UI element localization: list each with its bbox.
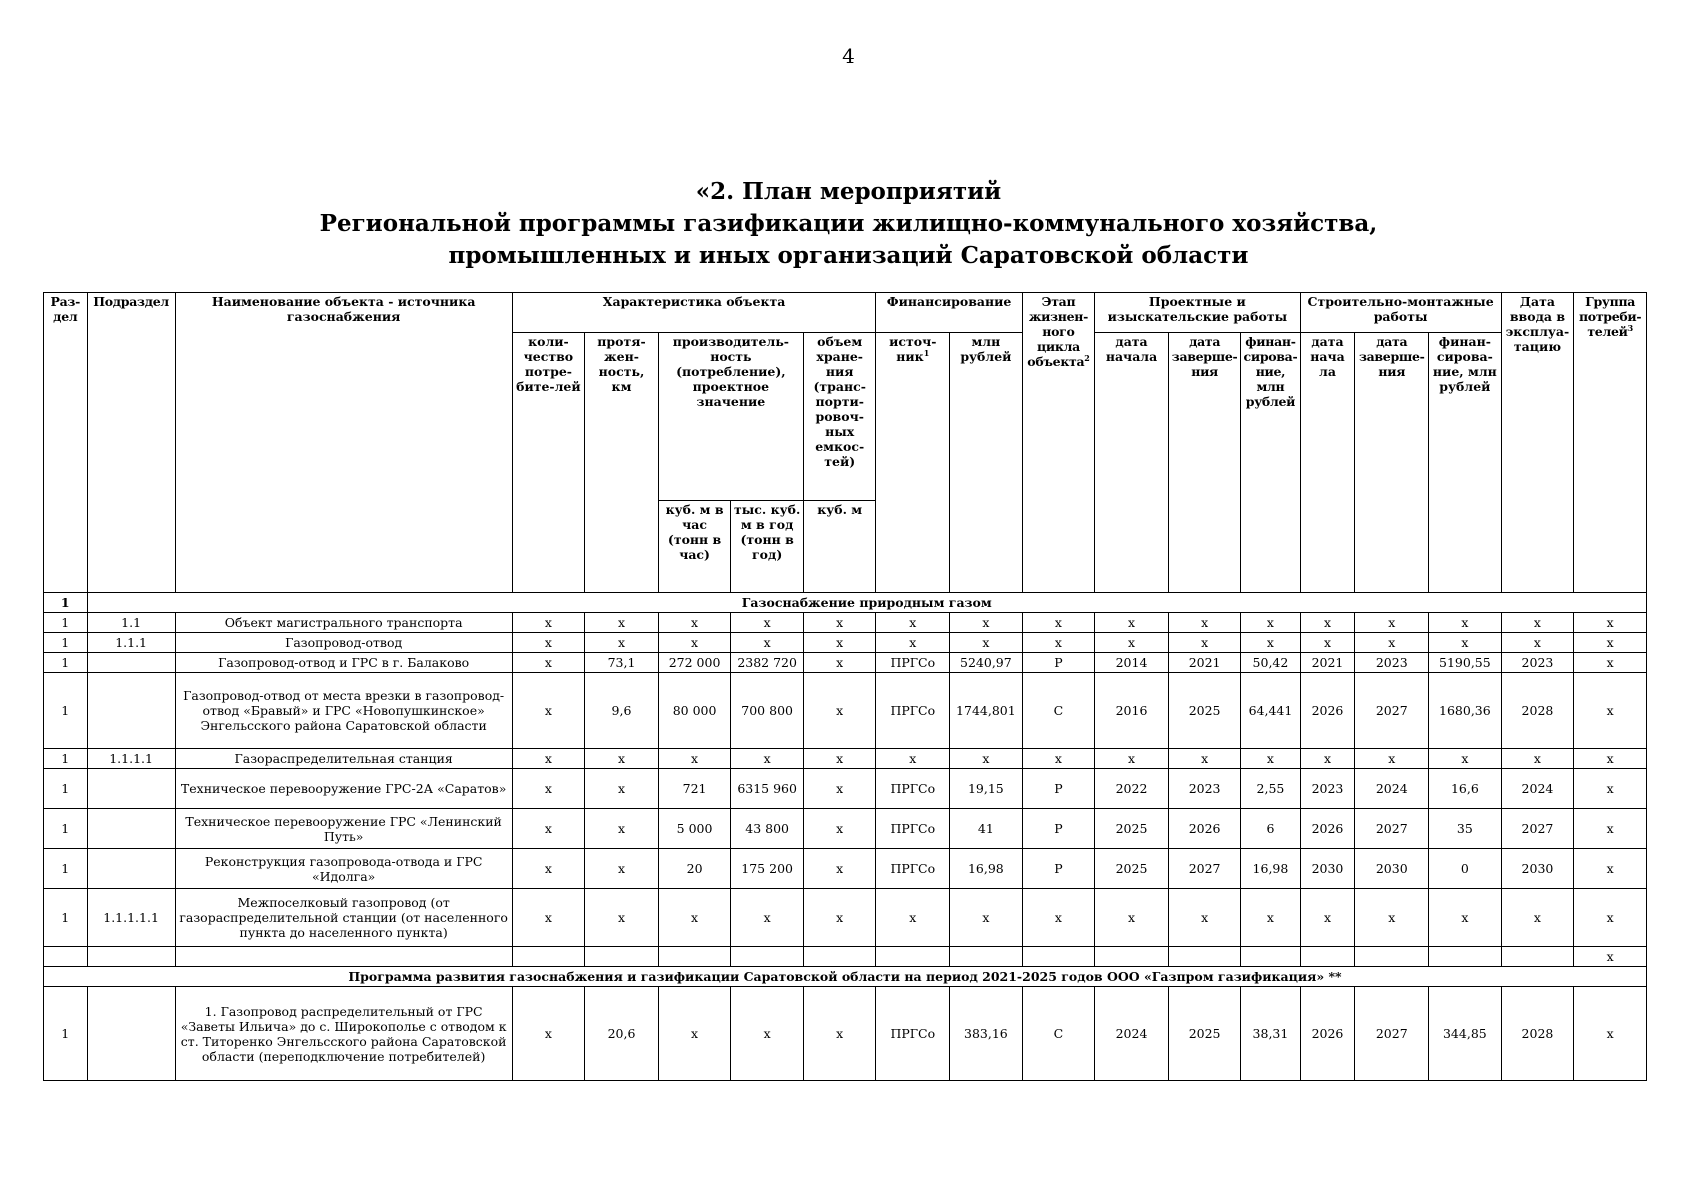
col-razdel: Раз-дел (44, 293, 88, 593)
cell-per-year: 175 200 (731, 849, 804, 889)
cell-c-end (1355, 947, 1429, 967)
cell-s-start: x (1095, 613, 1169, 633)
cell-podrazdel: 1.1.1.1.1 (87, 889, 175, 947)
cell-length: 20,6 (585, 987, 659, 1081)
cell-per-hour: 5 000 (658, 809, 731, 849)
cell-s-fin: 2,55 (1241, 769, 1300, 809)
cell-name: Техническое перевооружение ГРС «Ленинский Путь» (175, 809, 512, 849)
col-construction: Строительно-монтажные работы (1300, 293, 1501, 333)
cell-s-fin: 38,31 (1241, 987, 1300, 1081)
section-razdel: 1 (44, 593, 88, 613)
col-stage (1022, 293, 1095, 593)
cell-per-year: x (731, 987, 804, 1081)
cell-podrazdel (87, 673, 175, 749)
col-unit-year: тыс. куб. м в год (тонн в год) (731, 501, 804, 593)
cell-c-fin: x (1429, 889, 1502, 947)
cell-per-year: 6315 960 (731, 769, 804, 809)
page-number: 4 (842, 44, 855, 68)
cell-storage: x (803, 987, 876, 1081)
col-source-label: источ-ник (889, 334, 937, 364)
cell-s-end: 2025 (1168, 987, 1241, 1081)
cell-source: ПРГСо (876, 849, 950, 889)
cell-stage: С (1022, 987, 1095, 1081)
cell-name: Газораспределительная станция (175, 749, 512, 769)
cell-s-end: 2025 (1168, 673, 1241, 749)
cell-s-fin: x (1241, 633, 1300, 653)
cell-c-fin: 35 (1429, 809, 1502, 849)
cell-razdel: 1 (44, 653, 88, 673)
cell-razdel: 1 (44, 613, 88, 633)
cell-c-start: x (1300, 613, 1355, 633)
col-commission-date: Дата ввода в эксплуа-тацию (1501, 293, 1574, 593)
cell-name: Техническое перевооружение ГРС-2А «Саратов» (175, 769, 512, 809)
cell-length: x (585, 769, 659, 809)
cell-s-start: 2014 (1095, 653, 1169, 673)
col-podrazdel: Подраздел (87, 293, 175, 593)
cell-s-end (1168, 947, 1241, 967)
cell-c-fin: x (1429, 633, 1502, 653)
col-constr-start: дата нача ла (1300, 333, 1355, 593)
cell-s-end: 2023 (1168, 769, 1241, 809)
cell-name: Газопровод-отвод от места врезки в газопровод-отвод «Бравый» и ГРС «Новопушкинское» Энгельсского района Саратовской области (175, 673, 512, 749)
cell-c-start: x (1300, 889, 1355, 947)
cell-c-end: 2027 (1355, 987, 1429, 1081)
cell-storage: x (803, 889, 876, 947)
cell-s-fin (1241, 947, 1300, 967)
cell-length: x (585, 849, 659, 889)
col-productivity: производитель-ность (потребление), проектное значение (658, 333, 803, 501)
cell-podrazdel (87, 849, 175, 889)
cell-podrazdel (87, 653, 175, 673)
cell-count: x (512, 987, 585, 1081)
cell-group: x (1574, 769, 1647, 809)
cell-length: x (585, 749, 659, 769)
program-title: Программа развития газоснабжения и газификации Саратовской области на период 2021-2025 годов ООО «Газпром газификация» ** (44, 967, 1647, 987)
cell-per-hour: x (658, 613, 731, 633)
cell-source: ПРГСо (876, 809, 950, 849)
cell-s-end: x (1168, 613, 1241, 633)
cell-per-year: 700 800 (731, 673, 804, 749)
table-row (44, 889, 1647, 947)
cell-stage: x (1022, 613, 1095, 633)
cell-c-start: 2023 (1300, 769, 1355, 809)
cell-storage: x (803, 633, 876, 653)
cell-group: x (1574, 673, 1647, 749)
cell-stage: Р (1022, 809, 1095, 849)
cell-storage: x (803, 749, 876, 769)
cell-commission (1501, 947, 1574, 967)
plan-table (43, 292, 1647, 1081)
section-row (44, 593, 1647, 613)
col-group-label: Группа потреби-телей (1578, 294, 1642, 339)
cell-mln: 41 (950, 809, 1023, 849)
cell-s-start: 2022 (1095, 769, 1169, 809)
cell-s-fin: x (1241, 749, 1300, 769)
cell-count: x (512, 809, 585, 849)
cell-per-year: x (731, 749, 804, 769)
col-group (1574, 293, 1647, 593)
col-survey-end: дата заверше-ния (1168, 333, 1241, 593)
cell-mln: x (950, 889, 1023, 947)
cell-name: Газопровод-отвод (175, 633, 512, 653)
cell-group: x (1574, 849, 1647, 889)
cell-c-end: 2024 (1355, 769, 1429, 809)
cell-storage (803, 947, 876, 967)
cell-stage: x (1022, 749, 1095, 769)
cell-s-start: 2025 (1095, 849, 1169, 889)
cell-razdel: 1 (44, 809, 88, 849)
cell-stage: x (1022, 633, 1095, 653)
cell-length: 9,6 (585, 673, 659, 749)
cell-name: 1. Газопровод распределительный от ГРС «Заветы Ильича» до с. Широкополье с отводом к ст. Титоренко Энгельсского района Саратовской области (переподключение потребителей) (175, 987, 512, 1081)
cell-storage: x (803, 673, 876, 749)
col-stage-sup: 2 (1084, 352, 1090, 363)
col-consumers-count: коли-чество потре-бите-лей (512, 333, 585, 593)
col-survey: Проектные и изыскательские работы (1095, 293, 1300, 333)
cell-per-hour: 80 000 (658, 673, 731, 749)
table-row (44, 769, 1647, 809)
cell-source: x (876, 633, 950, 653)
table-row (44, 749, 1647, 769)
cell-podrazdel (87, 769, 175, 809)
cell-commission: x (1501, 889, 1574, 947)
col-storage: объем хране-ния (транс-порти-ровоч-ных емкос-тей) (803, 333, 876, 501)
col-unit-hour: куб. м в час (тонн в час) (658, 501, 731, 593)
cell-c-end: 2027 (1355, 809, 1429, 849)
cell-mln: 16,98 (950, 849, 1023, 889)
cell-per-year: 43 800 (731, 809, 804, 849)
cell-razdel: 1 (44, 849, 88, 889)
cell-s-start: 2024 (1095, 987, 1169, 1081)
cell-count: x (512, 889, 585, 947)
table-row (44, 987, 1647, 1081)
cell-razdel (44, 947, 88, 967)
cell-count: x (512, 749, 585, 769)
cell-s-end: 2021 (1168, 653, 1241, 673)
table-row (44, 809, 1647, 849)
table-body (44, 593, 1647, 1081)
cell-source: ПРГСо (876, 987, 950, 1081)
cell-per-year: x (731, 633, 804, 653)
cell-per-hour: x (658, 889, 731, 947)
col-source (876, 333, 950, 593)
cell-c-end: 2023 (1355, 653, 1429, 673)
col-stage-label: Этап жизнен-ного цикла объекта (1027, 294, 1089, 369)
cell-c-start: 2026 (1300, 809, 1355, 849)
cell-source: ПРГСо (876, 673, 950, 749)
col-survey-start: дата начала (1095, 333, 1169, 593)
cell-source: x (876, 889, 950, 947)
cell-per-hour: x (658, 633, 731, 653)
col-financing: Финансирование (876, 293, 1022, 333)
cell-commission: 2023 (1501, 653, 1574, 673)
cell-c-fin: 344,85 (1429, 987, 1502, 1081)
cell-name: Реконструкция газопровода-отвода и ГРС «Идолга» (175, 849, 512, 889)
page-title (0, 176, 1697, 272)
col-source-sup: 1 (923, 347, 930, 358)
cell-c-fin: 1680,36 (1429, 673, 1502, 749)
cell-length: x (585, 809, 659, 849)
cell-count: x (512, 769, 585, 809)
cell-per-hour (658, 947, 731, 967)
cell-c-start: 2021 (1300, 653, 1355, 673)
cell-podrazdel: 1.1.1.1 (87, 749, 175, 769)
cell-storage: x (803, 613, 876, 633)
cell-c-end: x (1355, 889, 1429, 947)
title-line-1: «2. План мероприятий (695, 178, 1002, 205)
col-constr-end: дата заверше-ния (1355, 333, 1429, 593)
cell-s-end: x (1168, 633, 1241, 653)
title-line-3: промышленных и иных организаций Саратовской области (448, 242, 1249, 269)
cell-c-end: 2027 (1355, 673, 1429, 749)
cell-s-fin: 6 (1241, 809, 1300, 849)
cell-storage: x (803, 653, 876, 673)
cell-count: x (512, 653, 585, 673)
cell-c-fin: 0 (1429, 849, 1502, 889)
cell-name: Газопровод-отвод и ГРС в г. Балаково (175, 653, 512, 673)
cell-podrazdel (87, 987, 175, 1081)
cell-commission: x (1501, 633, 1574, 653)
cell-count: x (512, 673, 585, 749)
cell-per-hour: 20 (658, 849, 731, 889)
cell-source: x (876, 613, 950, 633)
cell-podrazdel (87, 809, 175, 849)
col-characteristics: Характеристика объекта (512, 293, 876, 333)
title-line-2: Региональной программы газификации жилищно-коммунального хозяйства, (319, 210, 1378, 237)
cell-mln: 383,16 (950, 987, 1023, 1081)
cell-razdel: 1 (44, 633, 88, 653)
cell-c-end: x (1355, 749, 1429, 769)
cell-stage: С (1022, 673, 1095, 749)
cell-stage (1022, 947, 1095, 967)
cell-c-fin: x (1429, 749, 1502, 769)
cell-group: x (1574, 809, 1647, 849)
cell-c-end: x (1355, 613, 1429, 633)
cell-c-fin: 5190,55 (1429, 653, 1502, 673)
cell-s-start: x (1095, 889, 1169, 947)
col-mln-rub: млн рублей (950, 333, 1023, 593)
cell-per-year: x (731, 889, 804, 947)
cell-razdel: 1 (44, 769, 88, 809)
cell-commission: 2028 (1501, 987, 1574, 1081)
cell-storage: x (803, 809, 876, 849)
cell-group: x (1574, 889, 1647, 947)
cell-stage: Р (1022, 849, 1095, 889)
table-row (44, 653, 1647, 673)
cell-s-start: x (1095, 633, 1169, 653)
program-title-row (44, 967, 1647, 987)
cell-c-start: 2030 (1300, 849, 1355, 889)
cell-s-end: 2027 (1168, 849, 1241, 889)
table-row (44, 947, 1647, 967)
cell-commission: x (1501, 613, 1574, 633)
col-constr-fin: финан-сирова-ние, млн рублей (1429, 333, 1502, 593)
cell-c-end: x (1355, 633, 1429, 653)
cell-per-hour: 721 (658, 769, 731, 809)
cell-mln: x (950, 633, 1023, 653)
cell-group: x (1574, 633, 1647, 653)
table-row (44, 849, 1647, 889)
cell-razdel: 1 (44, 987, 88, 1081)
cell-length: 73,1 (585, 653, 659, 673)
cell-storage: x (803, 769, 876, 809)
cell-length: x (585, 633, 659, 653)
cell-s-start: 2016 (1095, 673, 1169, 749)
cell-group: x (1574, 987, 1647, 1081)
cell-count: x (512, 633, 585, 653)
cell-group: x (1574, 947, 1647, 967)
cell-group: x (1574, 613, 1647, 633)
cell-s-start: 2025 (1095, 809, 1169, 849)
cell-podrazdel (87, 947, 175, 967)
cell-group: x (1574, 749, 1647, 769)
cell-mln: 5240,97 (950, 653, 1023, 673)
table-row (44, 633, 1647, 653)
cell-mln (950, 947, 1023, 967)
cell-c-end: 2030 (1355, 849, 1429, 889)
cell-per-year: 2382 720 (731, 653, 804, 673)
cell-commission: 2028 (1501, 673, 1574, 749)
section-title: Газоснабжение природным газом (87, 593, 1646, 613)
cell-group: x (1574, 653, 1647, 673)
cell-s-end: x (1168, 889, 1241, 947)
cell-per-hour: 272 000 (658, 653, 731, 673)
cell-per-year (731, 947, 804, 967)
cell-s-fin: 64,441 (1241, 673, 1300, 749)
cell-razdel: 1 (44, 673, 88, 749)
cell-length: x (585, 889, 659, 947)
cell-s-end: x (1168, 749, 1241, 769)
cell-storage: x (803, 849, 876, 889)
cell-source: ПРГСо (876, 653, 950, 673)
cell-razdel: 1 (44, 749, 88, 769)
cell-c-fin: 16,6 (1429, 769, 1502, 809)
cell-stage: Р (1022, 769, 1095, 809)
cell-c-start: 2026 (1300, 673, 1355, 749)
cell-s-end: 2026 (1168, 809, 1241, 849)
cell-commission: 2024 (1501, 769, 1574, 809)
col-name: Наименование объекта - источника газоснабжения (175, 293, 512, 593)
cell-c-fin: x (1429, 613, 1502, 633)
cell-stage: Р (1022, 653, 1095, 673)
cell-mln: 1744,801 (950, 673, 1023, 749)
cell-c-start: 2026 (1300, 987, 1355, 1081)
cell-count: x (512, 613, 585, 633)
cell-commission: x (1501, 749, 1574, 769)
cell-commission: 2030 (1501, 849, 1574, 889)
cell-razdel: 1 (44, 889, 88, 947)
cell-name (175, 947, 512, 967)
cell-mln: x (950, 613, 1023, 633)
cell-c-start (1300, 947, 1355, 967)
col-survey-fin: финан-сирова-ние, млн рублей (1241, 333, 1300, 593)
cell-s-start (1095, 947, 1169, 967)
cell-length: x (585, 613, 659, 633)
cell-name: Объект магистрального транспорта (175, 613, 512, 633)
cell-podrazdel: 1.1 (87, 613, 175, 633)
cell-commission: 2027 (1501, 809, 1574, 849)
cell-name: Межпоселковый газопровод (от газораспределительной станции (от населенного пункта до населенного пункта) (175, 889, 512, 947)
cell-podrazdel: 1.1.1 (87, 633, 175, 653)
cell-s-fin: x (1241, 613, 1300, 633)
cell-c-start: x (1300, 749, 1355, 769)
cell-s-fin: 50,42 (1241, 653, 1300, 673)
cell-c-start: x (1300, 633, 1355, 653)
cell-c-fin (1429, 947, 1502, 967)
cell-s-fin: 16,98 (1241, 849, 1300, 889)
cell-count (512, 947, 585, 967)
cell-s-fin: x (1241, 889, 1300, 947)
cell-s-start: x (1095, 749, 1169, 769)
cell-source: x (876, 749, 950, 769)
table-header (44, 293, 1647, 593)
col-length: протя-жен-ность, км (585, 333, 659, 593)
cell-source: ПРГСо (876, 769, 950, 809)
cell-length (585, 947, 659, 967)
cell-per-hour: x (658, 749, 731, 769)
col-unit-storage: куб. м (803, 501, 876, 593)
cell-per-year: x (731, 613, 804, 633)
cell-per-hour: x (658, 987, 731, 1081)
table-row (44, 673, 1647, 749)
cell-count: x (512, 849, 585, 889)
col-group-sup: 3 (1627, 322, 1633, 333)
cell-stage: x (1022, 889, 1095, 947)
cell-mln: 19,15 (950, 769, 1023, 809)
table-row (44, 613, 1647, 633)
cell-source (876, 947, 950, 967)
cell-mln: x (950, 749, 1023, 769)
